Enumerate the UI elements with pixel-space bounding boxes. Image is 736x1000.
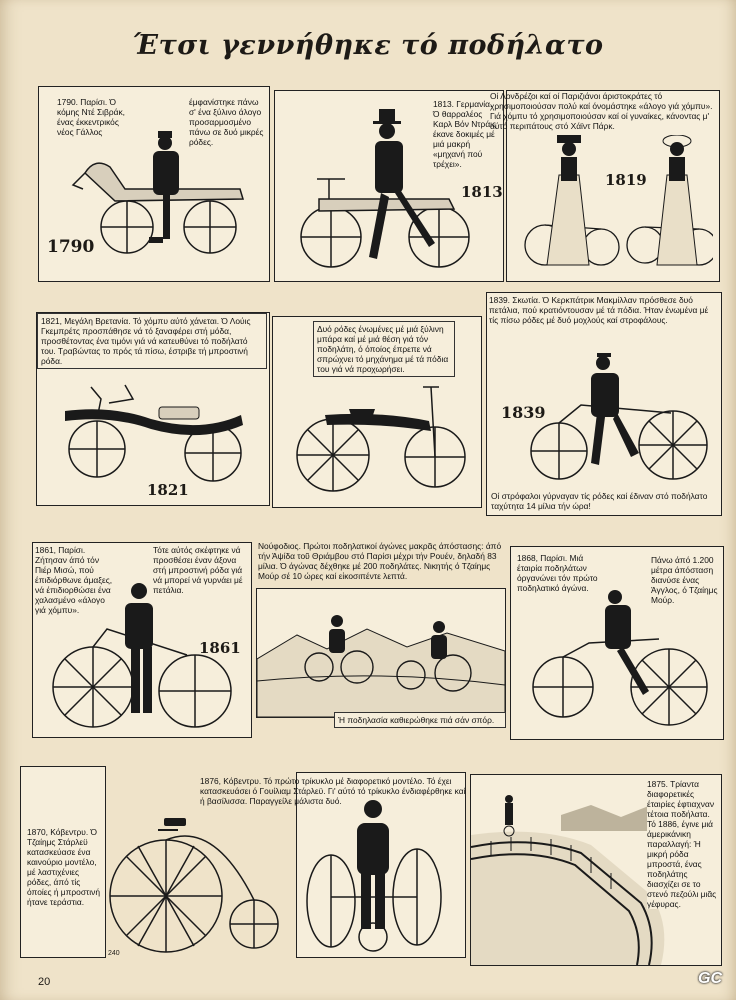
caption-1821: 1821, Μεγάλη Βρετανία. Τό χόμπυ αύτό χάνεται. Ό Λούις Γκεμπρέτς προσπάθησε νά τό ξαναφέρει στή μόδα, προσθέτοντας ένα τιμόνι γιά νά κατευθύνει τό ποδήλατό του. Τραβώντας το πρός τά πίσω, έστριβε τή μπροστινή ρόδα.	[37, 313, 267, 369]
panel-1813	[274, 90, 504, 282]
caption-1868-a: 1868, Παρίσι. Μιά έταιρία ποδηλάτων όργανώνει τόν πρώτο ποδηλατικό άγώνα.	[517, 553, 598, 593]
caption-1813: 1813. Γερμανία. Ό θαρραλέος Καρλ Βόν Ντράις έκανε δοκιμές μέ μιά μακρή «μηχανή πού τρέχει».	[433, 99, 497, 169]
draisine-illustration	[289, 107, 489, 277]
year-1839: 1839	[501, 403, 546, 422]
page-title: Έτσι γεννήθηκε τό ποδήλατο	[132, 30, 604, 61]
panel-1821	[36, 312, 270, 506]
year-1821: 1821	[147, 481, 189, 499]
year-1819: 1819	[605, 171, 647, 189]
tricycle-illustration	[301, 793, 461, 957]
race-landscape-illustration	[257, 589, 505, 717]
caption-1861-b: Τότε αύτός σκέφτηκε νά προσθέσει έναν άξονα στή μπροστινή ρόδα γιά νά μπορεί νά γυρνάει μέ πετάλια.	[153, 545, 243, 595]
panel-1870-text	[20, 766, 106, 958]
ladies-hobby-horse-illustration	[517, 135, 713, 281]
panel-1790	[38, 86, 270, 282]
panel-1839	[486, 292, 722, 516]
race-velocipede-illustration	[519, 587, 715, 735]
caption-1870: 1870, Κόβεντρυ. Ό Τζαίημς Στάρλεϋ κατασκεύασε ένα καινούριο μοντέλο, μέ λαστιχένιες ρόδες, άπό τίς όποίες ή μπροστινή ήτανε τεράστια.	[27, 827, 101, 907]
penny-farthing-illustration	[104, 800, 280, 960]
wooden-bar-bicycle-illustration	[289, 381, 477, 501]
watermark-logo: GC	[698, 970, 722, 987]
year-1813: 1813	[461, 183, 503, 201]
caption-1790-a: 1790. Παρίσι. Ό κόμης Ντέ Σιβράκ, ένας έκκεντρικός νέος Γάλλος	[57, 97, 125, 137]
caption-1839-bottom: Οί στρόφαλοι γύρναγαν τίς ρόδες καί έδιναν στό ποδήλατο ταχύτητα 14 μίλια τήν ώρα!	[491, 491, 708, 511]
steerable-draisine-illustration	[51, 369, 261, 489]
caption-1819: Οί Λονδρέζοι καί οί Παριζιάνοι άριστοκράτες τό χρησιμοποιούσαν πολύ καί όνομάστηκε «άλογο γιά χόμπυ». Γιά χόμπυ τό χρησιμοποιούσαν καί οί γυναίκες, κάνοντας μ' αύτό περιπάτους στό Χάϊντ Πάρκ.	[490, 91, 713, 131]
panel-1861	[32, 542, 252, 738]
panel-1868	[510, 546, 724, 740]
caption-1875: 1875. Τρίαντα διαφορετικές έταιρίες έφτιαχναν τέτοια ποδήλατα. Τό 1886, έγινε μιά άμερικάνικη παραλλαγή: Ή μικρή ρόδα μπροστά, ένας ποδηλάτης διασχίζει σε το στενό πεζούλι μιᾶς γέφυρας.	[647, 779, 719, 909]
caption-1790-b: έμφανίστηκε πάνω σ' ένα ξύλινο άλογο προσαρμοσμένο πάνω σε δυό μικρές ρόδες.	[189, 97, 264, 147]
macmillan-velocipede-illustration	[521, 353, 717, 483]
panel-1875	[470, 774, 722, 966]
caption-wooden-bar: Δυό ρόδες ένωμένες μέ μιά ξύλινη μπάρα καί μέ μιά θέση γιά τόν ποδηλάτη, ό όποίος έπρεπε νά σπρώχνει τό μηχάνημα μέ τά πόδια του γιά νά προχωρήσει.	[313, 321, 455, 377]
year-1861: 1861	[199, 639, 241, 657]
small-mark: 240	[108, 950, 120, 957]
page-number: 20	[38, 976, 51, 988]
caption-1868-b: Πάνω άπό 1.200 μέτρα άπόσταση διανύσε ένας Άγγλος, ό Τζαίημς Μούρ.	[651, 555, 718, 605]
panel-wooden-bar	[272, 316, 482, 508]
caption-1861-a: 1861, Παρίσι. Ζήτησαν άπό τόν Πιέρ Μισώ, πού έπιδιόρθωνε άμαξες, νά έπιδιορθώσει ένα χαλασμένο «άλογο γιά χόμπυ».	[35, 545, 113, 615]
caption-race-bottom: Ή ποδηλασία καθιερώθηκε πιά σάν σπόρ.	[334, 712, 506, 728]
caption-1839-top: 1839. Σκωτία. Ό Κερκπάτρικ Μακμίλλαν πρόσθεσε δυό πετάλια, πού κρατιόντουσαν μέ τά πόδια. Ήταν ένωμένα μέ τίς πίσω ρόδες μέ δυό μοχλούς καί στροφάλους.	[489, 295, 709, 325]
caption-race-top: Νούφοδιος. Πρώτοι ποδηλατικοί άγώνες μακρᾶς άπόστασης: άπό τήν Άψίδα τοῦ Θριάμβου στό Παρίσι μέχρι τήν Ρουέν, δηλαδή 83 μίλια. Ό άγώνας δέχθηκε μέ 200 ποδηλάτες. Νικητής ό Τζαίημς Μούρ σέ 10 ώρες καί εἰκοσιπέντε λεπτά.	[258, 541, 502, 581]
caption-1876: 1876, Κόβεντρυ. Τό πρώτο τρίκυκλο μέ διαφορετικό μοντέλο. Τό έχει κατασκευάσει ό Γουίλιαμ Στάρλεϋ. Γι' αύτό τό τρίκυκλο ένδιαφέρθηκε καί ή βασίλισσα. Παραγγείλε μάλιστα δυό.	[200, 776, 466, 806]
panel-race	[256, 588, 506, 718]
year-1790: 1790	[47, 237, 95, 257]
